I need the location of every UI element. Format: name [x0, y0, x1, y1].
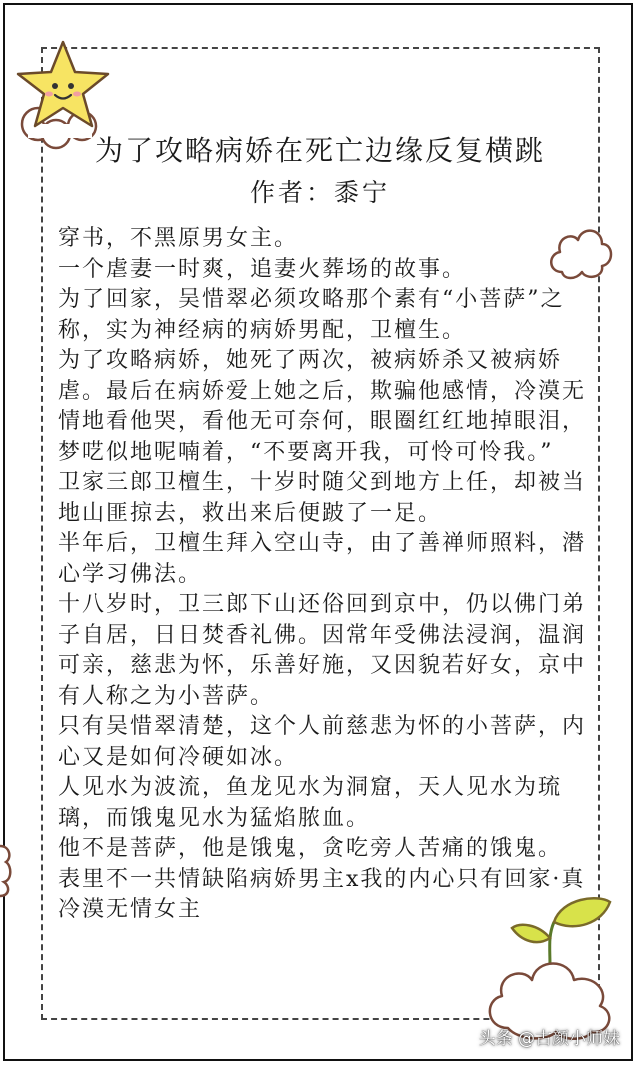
synopsis-paragraph: 他不是菩萨，他是饿鬼，贪吃旁人苦痛的饿鬼。 [58, 836, 563, 861]
synopsis-paragraph: 人见水为波流，鱼龙见水为洞窟，天人见水为琉璃，而饿鬼见水为猛焰脓血。 [58, 775, 563, 831]
book-title: 为了攻略病娇在死亡边缘反复横跳 [94, 133, 545, 167]
synopsis-paragraph: 半年后，卫檀生拜入空山寺，由了善禅师照料，潜心学习佛法。 [58, 531, 587, 587]
synopsis-paragraph: 表里不一共情缺陷病娇男主x我的内心只有回家·真冷漠无情女主 [58, 866, 586, 922]
synopsis-paragraph: 为了回家，吴惜翠必须攻略那个素有“小菩萨”之称，实为神经病的病娇男配，卫檀生。 [58, 287, 565, 343]
synopsis-paragraph: 十八岁时，卫三郎下山还俗回到京中，仍以佛门弟子自居，日日焚香礼佛。因常年受佛法浸润，温润可亲，慈悲为怀，乐善好施，又因貌若好女，京中有人称之为小菩萨。 [58, 592, 587, 709]
author-line: 作者：黍宁 [249, 178, 390, 207]
synopsis-paragraph: 卫家三郎卫檀生，十岁时随父到地方上任，却被当地山匪掠去，救出来后便跛了一足。 [58, 470, 587, 526]
synopsis-paragraph: 穿书，不黑原男女主。 [58, 226, 299, 251]
synopsis-paragraph: 为了攻略病娇，她死了两次，被病娇杀又被病娇虐。最后在病娇爱上她之后，欺骗他感情，冷漠无情地看他哭，看他无可奈何，眼圈红红地掉眼泪，梦呓似地呢喃着，“不要离开我，可怜可怜我。” [58, 348, 587, 465]
watermark: 头条 @古颜小师妹 [478, 1029, 620, 1049]
cloud-left-edge-icon [0, 840, 14, 900]
synopsis [58, 224, 603, 926]
synopsis-paragraph: 只有吴惜翠清楚，这个人前慈悲为怀的小菩萨，内心又是如何冷硬如冰。 [58, 714, 587, 770]
synopsis-paragraph: 一个虐妻一时爽，追妻火葬场的故事。 [58, 256, 467, 282]
